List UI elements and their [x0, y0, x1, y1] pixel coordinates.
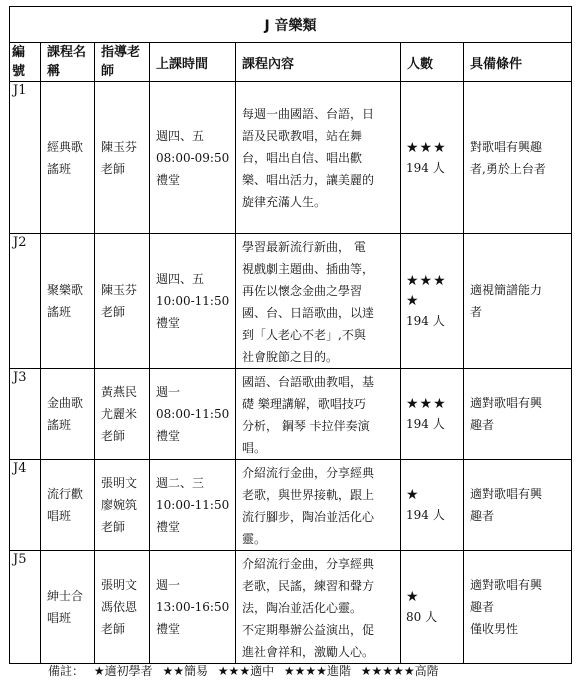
course-name-line: 經典歌	[47, 139, 84, 154]
content-line: 介紹流行金曲，分享經典	[242, 557, 375, 571]
teacher-line: 老師	[101, 161, 126, 176]
teacher-line: 老師	[101, 622, 126, 636]
course-requirements	[464, 369, 572, 460]
course-name-line: 唱班	[47, 509, 72, 523]
course-name-line: 謠班	[47, 161, 72, 176]
course-teacher	[95, 551, 150, 664]
teacher-line: 老師	[101, 305, 126, 319]
content-line: 不定期舉辦公益演出，促	[242, 623, 375, 637]
course-count	[401, 460, 464, 551]
content-line: 社會脫節之目的。	[242, 350, 339, 364]
header-no-label: 編號	[12, 45, 26, 79]
course-time	[150, 460, 236, 551]
table-row	[10, 234, 572, 369]
course-count	[401, 82, 464, 234]
course-teacher	[95, 369, 150, 460]
course-teacher	[95, 82, 150, 234]
time-days: 週四、五	[156, 272, 205, 286]
content-line: 國、台、日語歌曲，以達	[242, 306, 375, 320]
header-count: 人數	[401, 43, 464, 82]
header-name	[41, 43, 95, 82]
title-row	[10, 7, 572, 43]
table-row	[10, 551, 572, 664]
course-name	[41, 82, 95, 234]
content-line: 再佐以懷念金曲之學習	[242, 284, 363, 298]
header-content: 課程內容	[236, 43, 401, 82]
requirement-line: 趣者	[470, 600, 495, 614]
content-line: 到「人老心不老」,不與	[242, 328, 366, 342]
time-days: 週四、五	[156, 128, 205, 143]
course-name	[41, 369, 95, 460]
teacher-line: 老師	[101, 520, 126, 534]
course-name-line: 紳士合	[47, 589, 84, 603]
requirement-line: 對歌唱有興趣	[470, 139, 543, 154]
teacher-line: 陳玉芬	[101, 139, 138, 154]
difficulty-stars: ★	[406, 487, 420, 503]
time-hours: 10:00-11:50	[156, 294, 230, 308]
requirement-line: 適對歌唱有興	[470, 578, 543, 592]
course-content	[236, 369, 401, 460]
course-name-line: 聚樂歌	[47, 283, 84, 297]
header-requirements: 具備條件	[464, 43, 572, 82]
difficulty-stars: ★★★	[406, 139, 447, 156]
course-name-line: 唱班	[47, 611, 72, 625]
legend-beginner: ★適初學者	[93, 664, 153, 678]
header-no	[10, 43, 41, 82]
course-name-line: 謠班	[47, 305, 72, 319]
enrollment-count: 194 人	[406, 314, 445, 328]
course-no: J3	[10, 369, 41, 460]
legend-easy: ★★簡易	[162, 664, 208, 678]
course-teacher	[95, 234, 150, 369]
time-hours: 08:00-09:50	[156, 150, 230, 165]
enrollment-count: 80 人	[406, 610, 438, 624]
time-days: 週一	[156, 385, 181, 399]
content-line: 國語、台語歌曲教唱，基	[242, 375, 375, 389]
course-content	[236, 460, 401, 551]
header-name-label: 課程名稱	[47, 45, 87, 79]
teacher-line: 張明文	[101, 578, 138, 592]
requirement-line: 適對歌唱有興	[470, 396, 543, 410]
course-sheet	[9, 6, 572, 664]
header-time: 上課時間	[150, 43, 236, 82]
requirement-line: 者,勇於上台者	[470, 161, 546, 176]
time-place: 禮堂	[156, 316, 181, 330]
time-place: 禮堂	[156, 429, 181, 443]
content-line: 靈。	[242, 532, 267, 546]
teacher-line: 張明文	[101, 476, 138, 490]
course-requirements	[464, 460, 572, 551]
course-time	[150, 234, 236, 369]
content-line: 樂、唱出活力，讓美麗的	[242, 172, 375, 187]
course-requirements	[464, 551, 572, 664]
course-table	[9, 6, 572, 664]
requirement-line: 者	[470, 305, 483, 319]
table-title: J 音樂類	[10, 7, 572, 43]
teacher-line: 尤麗米	[101, 407, 138, 421]
course-name	[41, 234, 95, 369]
requirement-line: 僅收男性	[470, 622, 519, 636]
table-row	[10, 82, 572, 234]
legend-medium: ★★★適中	[217, 664, 275, 678]
requirement-line: 趣者	[470, 509, 495, 523]
course-content	[236, 82, 401, 234]
content-line: 分析， 鋼琴 卡拉伴奏演	[242, 419, 370, 433]
course-time	[150, 551, 236, 664]
content-line: 旋律充滿人生。	[242, 194, 327, 209]
teacher-line: 馮依恩	[101, 600, 138, 614]
content-line: 學習最新流行新曲， 電	[242, 240, 366, 254]
teacher-line: 廖婉筑	[101, 498, 138, 512]
header-row	[10, 43, 572, 82]
course-content	[236, 551, 401, 664]
content-line: 老歌，民謠，練習和聲方	[242, 579, 375, 593]
footnote-label: 備註：	[48, 664, 85, 678]
time-hours: 13:00-16:50	[156, 600, 230, 614]
teacher-line: 黃燕民	[101, 385, 138, 399]
course-name-line: 謠班	[47, 418, 72, 432]
header-teacher	[95, 43, 150, 82]
legend-expert: ★★★★★高階	[360, 664, 439, 678]
course-requirements	[464, 82, 572, 234]
header-teacher-label: 指導老師	[101, 45, 141, 79]
content-line: 進社會祥和，激勵人心。	[242, 645, 375, 659]
course-count	[401, 551, 464, 664]
teacher-line: 老師	[101, 429, 126, 443]
table-row	[10, 460, 572, 551]
content-line: 老歌，與世界接軌，跟上	[242, 488, 375, 502]
course-count	[401, 369, 464, 460]
course-name	[41, 460, 95, 551]
content-line: 視戲劇主題曲、插曲等，	[242, 262, 375, 276]
course-time	[150, 82, 236, 234]
course-no: J2	[10, 234, 41, 369]
table-row	[10, 369, 572, 460]
difficulty-stars: ★	[406, 589, 420, 605]
course-name	[41, 551, 95, 664]
teacher-line: 陳玉芬	[101, 283, 138, 297]
content-line: 台，唱出自信、唱出歡	[242, 150, 363, 165]
legend-advanced: ★★★★進階	[283, 664, 351, 678]
course-no: J4	[10, 460, 41, 551]
time-days: 週二、三	[156, 476, 205, 490]
course-requirements	[464, 234, 572, 369]
footnote	[48, 662, 445, 679]
course-time	[150, 369, 236, 460]
course-no: J5	[10, 551, 41, 664]
content-line: 唱。	[242, 441, 267, 455]
time-place: 禮堂	[156, 622, 181, 636]
content-line: 每週一曲國語、台語，日	[242, 106, 375, 121]
difficulty-stars: ★★★	[406, 396, 447, 412]
difficulty-stars-extra: ★	[406, 293, 420, 309]
course-count	[401, 234, 464, 369]
time-hours: 10:00-11:50	[156, 498, 230, 512]
time-place: 禮堂	[156, 520, 181, 534]
requirement-line: 適對歌唱有興	[470, 487, 543, 501]
course-content	[236, 234, 401, 369]
content-line: 流行腳步，陶冶並活化心	[242, 510, 375, 524]
content-line: 介紹流行金曲，分享經典	[242, 466, 375, 480]
difficulty-stars: ★★★	[406, 273, 447, 289]
time-place: 禮堂	[156, 172, 181, 187]
enrollment-count: 194 人	[406, 160, 445, 175]
content-line: 語及民歌教唱，站在舞	[242, 128, 363, 143]
requirement-line: 趣者	[470, 418, 495, 432]
content-line: 礎 樂理講解，歌唱技巧	[242, 397, 366, 411]
content-line: 法，陶冶並活化心靈。	[242, 601, 363, 615]
course-name-line: 金曲歌	[47, 396, 84, 410]
requirement-line: 適視簡譜能力	[470, 283, 543, 297]
course-name-line: 流行歡	[47, 487, 84, 501]
enrollment-count: 194 人	[406, 417, 445, 431]
time-days: 週一	[156, 578, 181, 592]
course-no: J1	[10, 82, 41, 234]
course-teacher	[95, 460, 150, 551]
enrollment-count: 194 人	[406, 508, 445, 522]
time-hours: 08:00-11:50	[156, 407, 230, 421]
